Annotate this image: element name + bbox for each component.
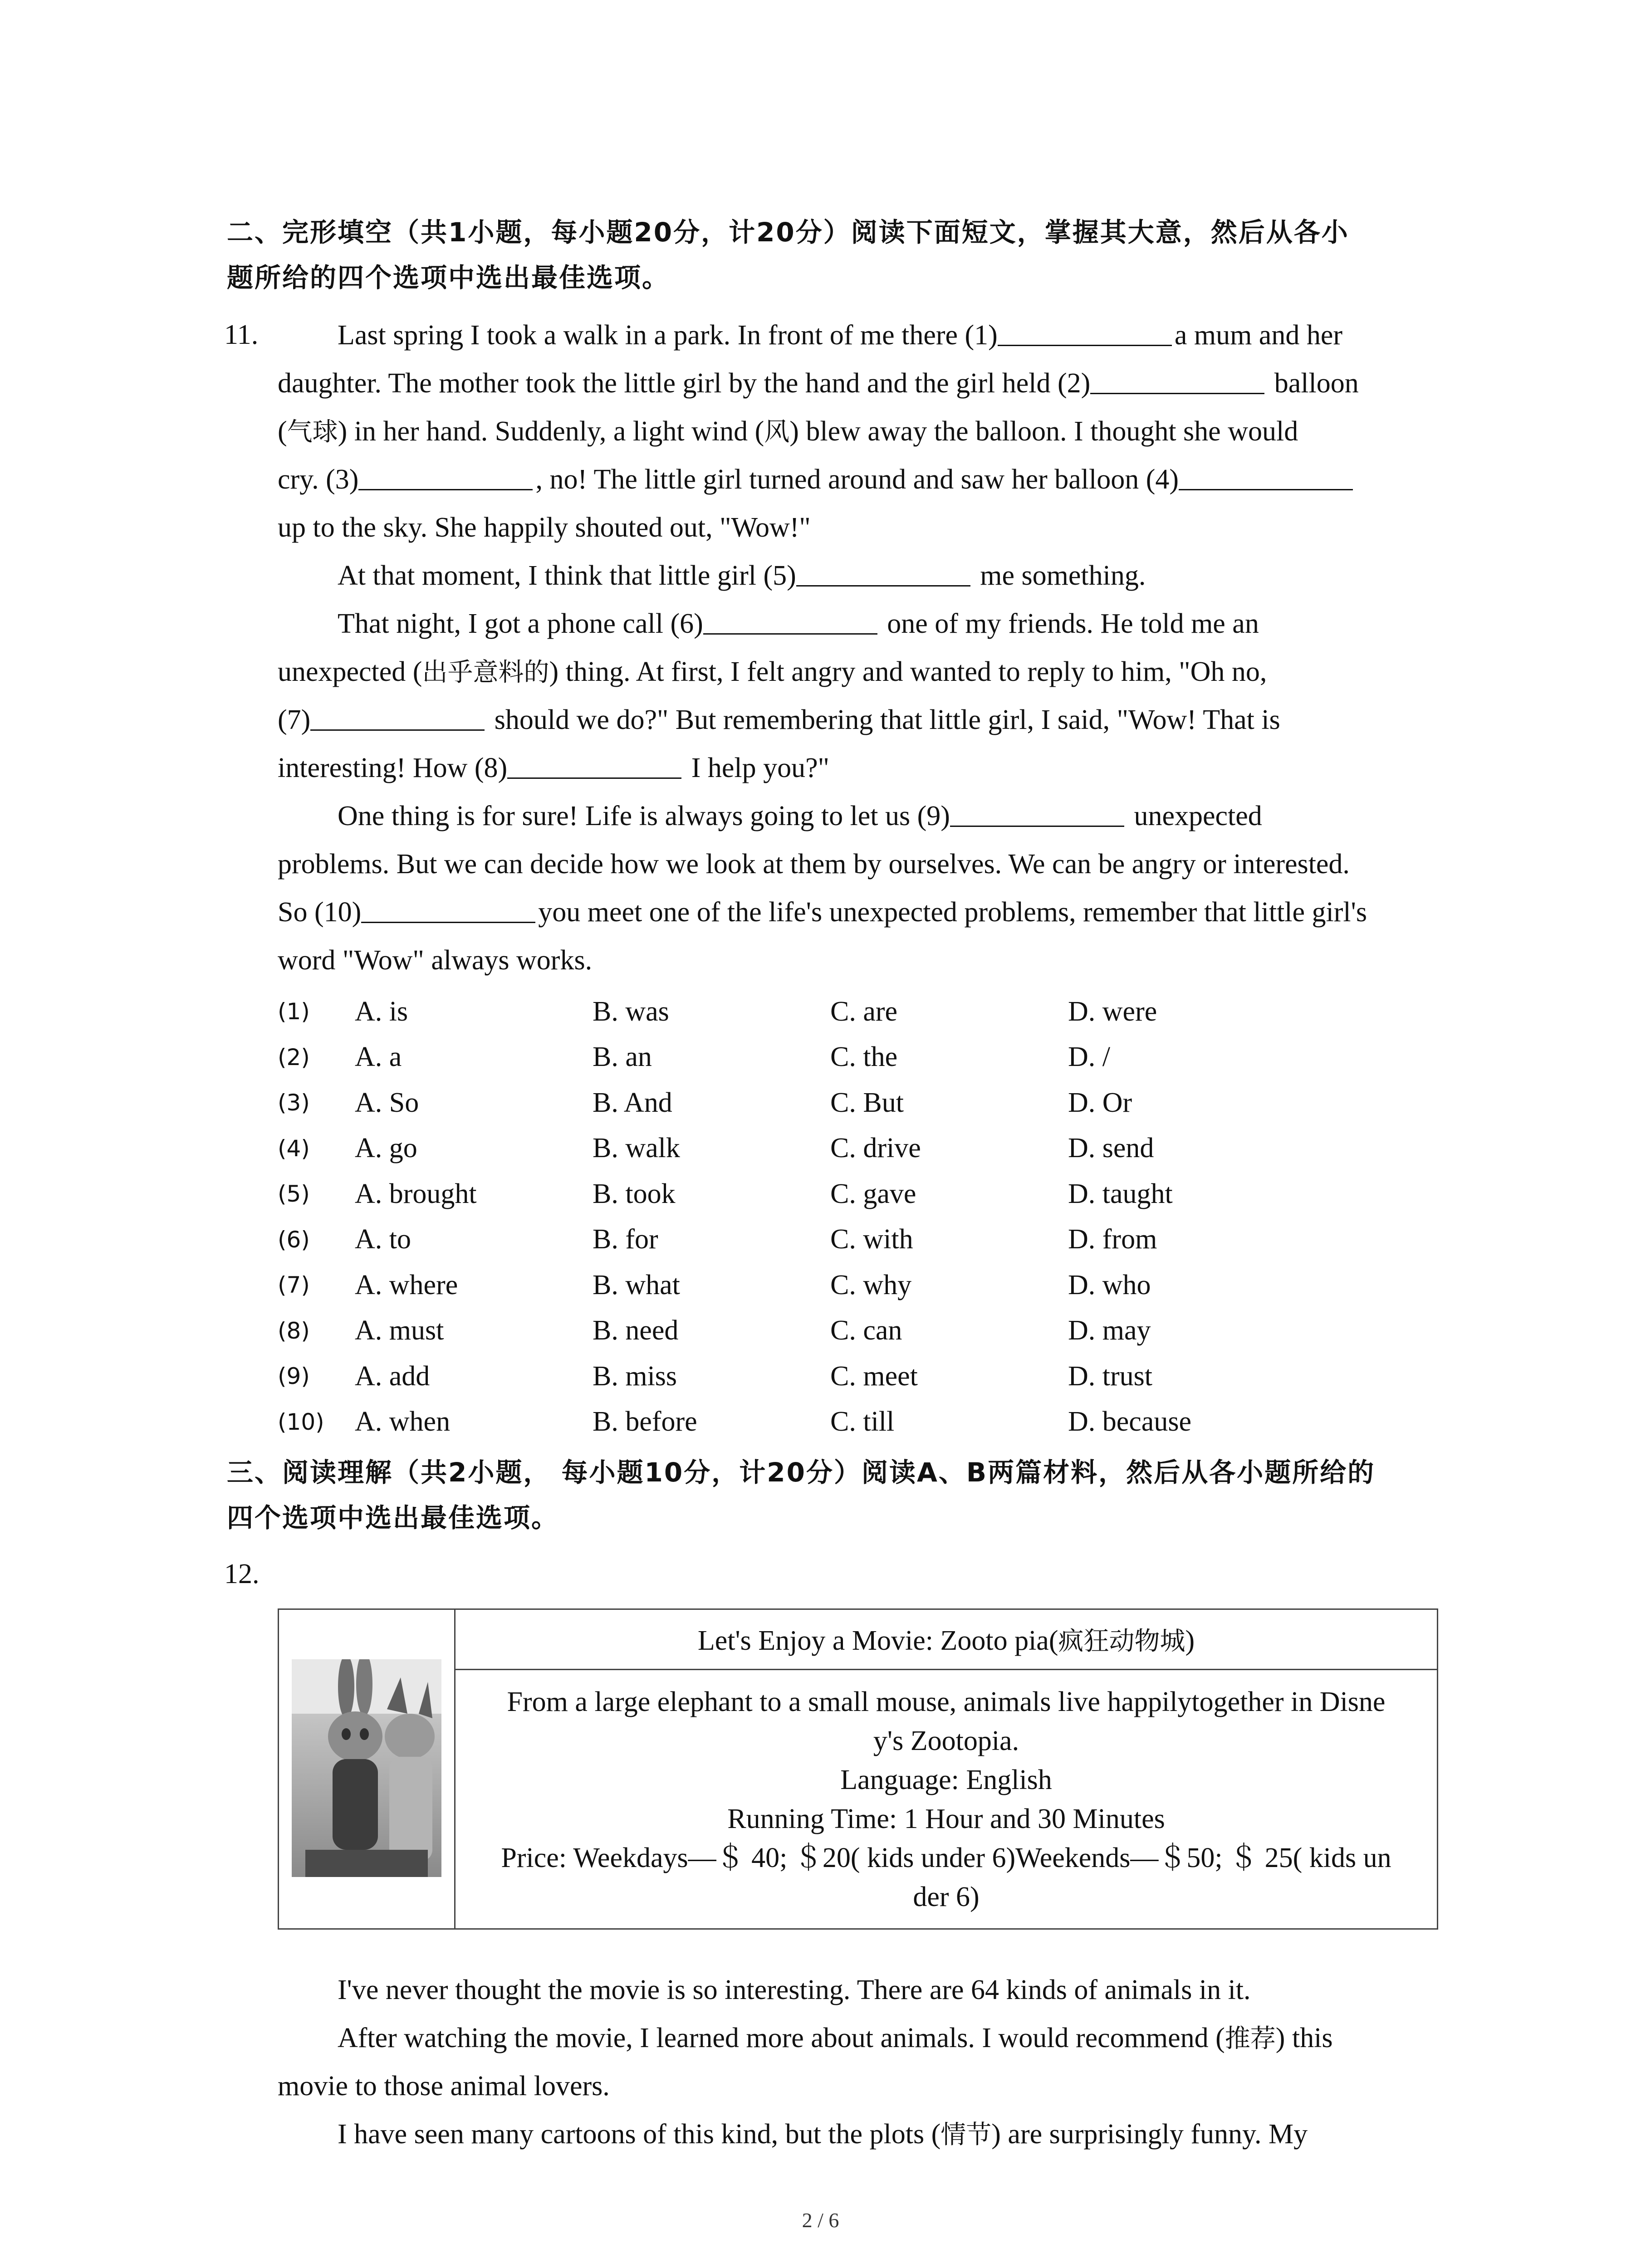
option-d[interactable]: D. send — [1068, 1133, 1154, 1164]
answer-blank — [796, 560, 970, 587]
movie-poster-cell — [279, 1609, 455, 1929]
section-heading-line: 二、完形填空（共1小题，每小题20分，计20分）阅读下面短文，掌握其大意，然后从各小 — [227, 217, 1349, 248]
option-row: (1) A. is B. was C. are D. were — [278, 989, 1457, 1035]
answer-options — [278, 989, 1457, 1445]
option-b[interactable]: B. for — [593, 1224, 658, 1255]
movie-price: Price: Weekdays—＄ 40; ＄20( kids under 6)Weekends—＄50; ＄ 25( kids un — [501, 1842, 1391, 1873]
answer-blank — [998, 319, 1172, 346]
option-d[interactable]: D. / — [1068, 1041, 1110, 1073]
option-d[interactable]: D. Or — [1068, 1087, 1132, 1118]
passage-line: interesting! How (8) I help you?" — [278, 753, 829, 783]
section-heading-line: 三、阅读理解（共2小题， 每小题10分，计20分）阅读A、B两篇材料，然后从各小题所给的 — [227, 1457, 1376, 1488]
option-b[interactable]: B. what — [593, 1269, 680, 1300]
answer-blank — [361, 896, 535, 923]
option-c[interactable]: C. till — [830, 1406, 895, 1437]
page-number: 2 / 6 — [802, 2209, 839, 2232]
section-heading-cloze — [227, 210, 1452, 300]
passage-line: problems. But we can decide how we look at them by ourselves. We can be angry or interested. — [278, 849, 1350, 880]
passage-line: After watching the movie, I learned more about animals. I would recommend (推荐) this — [338, 2023, 1333, 2053]
option-b[interactable]: B. was — [593, 996, 669, 1027]
option-row: (7) A. where B. what C. why D. who — [278, 1262, 1457, 1308]
passage-line: word "Wow" always works. — [278, 945, 593, 976]
option-a[interactable]: A. a — [355, 1041, 402, 1073]
passage-line: (气球) in her hand. Suddenly, a light wind (风) blew away the balloon. I thought she would — [278, 416, 1298, 447]
option-b[interactable]: B. And — [593, 1087, 672, 1118]
movie-poster-image — [292, 1659, 441, 1877]
option-row: (6) A. to B. for C. with D. from — [278, 1217, 1457, 1263]
option-c[interactable]: C. the — [830, 1041, 898, 1073]
movie-price-cont: der 6) — [913, 1881, 980, 1912]
passage-line: I've never thought the movie is so interesting. There are 64 kinds of animals in it. — [338, 1975, 1251, 2005]
option-d[interactable]: D. who — [1068, 1269, 1151, 1300]
option-b[interactable]: B. an — [593, 1041, 652, 1073]
option-row: (10) A. when B. before C. till D. because — [278, 1399, 1457, 1445]
answer-blank — [310, 704, 485, 731]
passage-line: up to the sky. She happily shouted out, "Wow!" — [278, 512, 811, 543]
movie-desc-line: y's Zootopia. — [873, 1725, 1019, 1756]
option-row: (4) A. go B. walk C. drive D. send — [278, 1126, 1457, 1172]
answer-blank — [1090, 367, 1264, 394]
option-c[interactable]: C. gave — [830, 1178, 916, 1209]
answer-blank — [1179, 464, 1353, 490]
option-c[interactable]: C. drive — [830, 1133, 921, 1164]
option-a[interactable]: A. is — [355, 996, 408, 1027]
passage-line: So (10) you meet one of the life's unexpected problems, remember that little girl's — [278, 897, 1367, 928]
option-c[interactable]: C. why — [830, 1269, 912, 1300]
movie-title-cell: Let's Enjoy a Movie: Zooto pia(疯狂动物城) — [455, 1609, 1438, 1670]
option-a[interactable]: A. add — [355, 1360, 430, 1392]
passage-line: One thing is for sure! Life is always going to let us (9) unexpected — [338, 801, 1262, 831]
option-d[interactable]: D. may — [1068, 1315, 1151, 1346]
passage-line: I have seen many cartoons of this kind, but the plots (情节) are surprisingly funny. My — [338, 2119, 1308, 2150]
option-d[interactable]: D. were — [1068, 996, 1157, 1027]
option-a[interactable]: A. to — [355, 1224, 411, 1255]
passage-line: (7) should we do?" But remembering that little girl, I said, "Wow! That is — [278, 704, 1280, 735]
option-c[interactable]: C. are — [830, 996, 898, 1027]
cloze-passage — [278, 311, 1439, 984]
passage-line: unexpected (出乎意料的) thing. At first, I felt angry and wanted to reply to him, "Oh no, — [278, 656, 1267, 687]
option-a[interactable]: A. So — [355, 1087, 419, 1118]
option-a[interactable]: A. must — [355, 1315, 444, 1346]
review-passage — [278, 1966, 1439, 2158]
option-b[interactable]: B. need — [593, 1315, 679, 1346]
answer-blank — [950, 800, 1124, 827]
answer-blank — [507, 752, 681, 779]
option-d[interactable]: D. trust — [1068, 1360, 1152, 1392]
option-row: (3) A. So B. And C. But D. Or — [278, 1080, 1457, 1126]
movie-language: Language: English — [840, 1764, 1052, 1795]
movie-info-table — [278, 1608, 1438, 1930]
option-d[interactable]: D. taught — [1068, 1178, 1173, 1209]
option-c[interactable]: C. can — [830, 1315, 902, 1346]
option-d[interactable]: D. because — [1068, 1406, 1191, 1437]
option-row: (5) A. brought B. took C. gave D. taught — [278, 1171, 1457, 1217]
option-a[interactable]: A. brought — [355, 1178, 477, 1209]
movie-desc-line: From a large elephant to a small mouse, animals live happilytogether in Disne — [507, 1686, 1386, 1717]
option-row: (2) A. a B. an C. the D. / — [278, 1035, 1457, 1080]
option-a[interactable]: A. where — [355, 1269, 458, 1300]
answer-blank — [703, 608, 877, 635]
passage-line: cry. (3) , no! The little girl turned around and saw her balloon (4) — [278, 455, 1439, 503]
option-b[interactable]: B. walk — [593, 1133, 680, 1164]
passage-line: That night, I got a phone call (6) one of my friends. He told me an — [338, 608, 1259, 639]
option-row: (8) A. must B. need C. can D. may — [278, 1308, 1457, 1354]
passage-line: Last spring I took a walk in a park. In front of me there (1) a mum and her — [338, 320, 1342, 351]
option-a[interactable]: A. when — [355, 1406, 451, 1437]
section-heading-line: 题所给的四个选项中选出最佳选项。 — [227, 262, 670, 293]
passage-line: At that moment, I think that little girl (5) me something. — [338, 560, 1146, 591]
option-d[interactable]: D. from — [1068, 1224, 1157, 1255]
passage-line: daughter. The mother took the little girl by the hand and the girl held (2) balloon — [278, 368, 1359, 399]
option-b[interactable]: B. miss — [593, 1360, 677, 1392]
question-number: 11. — [224, 319, 259, 350]
question-number: 12. — [224, 1559, 260, 1589]
option-row: (9) A. add B. miss C. meet D. trust — [278, 1354, 1457, 1399]
movie-running-time: Running Time: 1 Hour and 30 Minutes — [727, 1803, 1165, 1834]
option-b[interactable]: B. took — [593, 1178, 676, 1209]
passage-line: movie to those animal lovers. — [278, 2071, 610, 2102]
section-heading-reading — [227, 1450, 1452, 1540]
answer-blank — [358, 464, 533, 490]
option-c[interactable]: C. But — [830, 1087, 904, 1118]
option-c[interactable]: C. with — [830, 1224, 913, 1255]
movie-description-cell — [455, 1670, 1438, 1929]
section-heading-line: 四个选项中选出最佳选项。 — [227, 1502, 559, 1533]
option-a[interactable]: A. go — [355, 1133, 417, 1164]
option-b[interactable]: B. before — [593, 1406, 697, 1437]
option-c[interactable]: C. meet — [830, 1360, 918, 1392]
